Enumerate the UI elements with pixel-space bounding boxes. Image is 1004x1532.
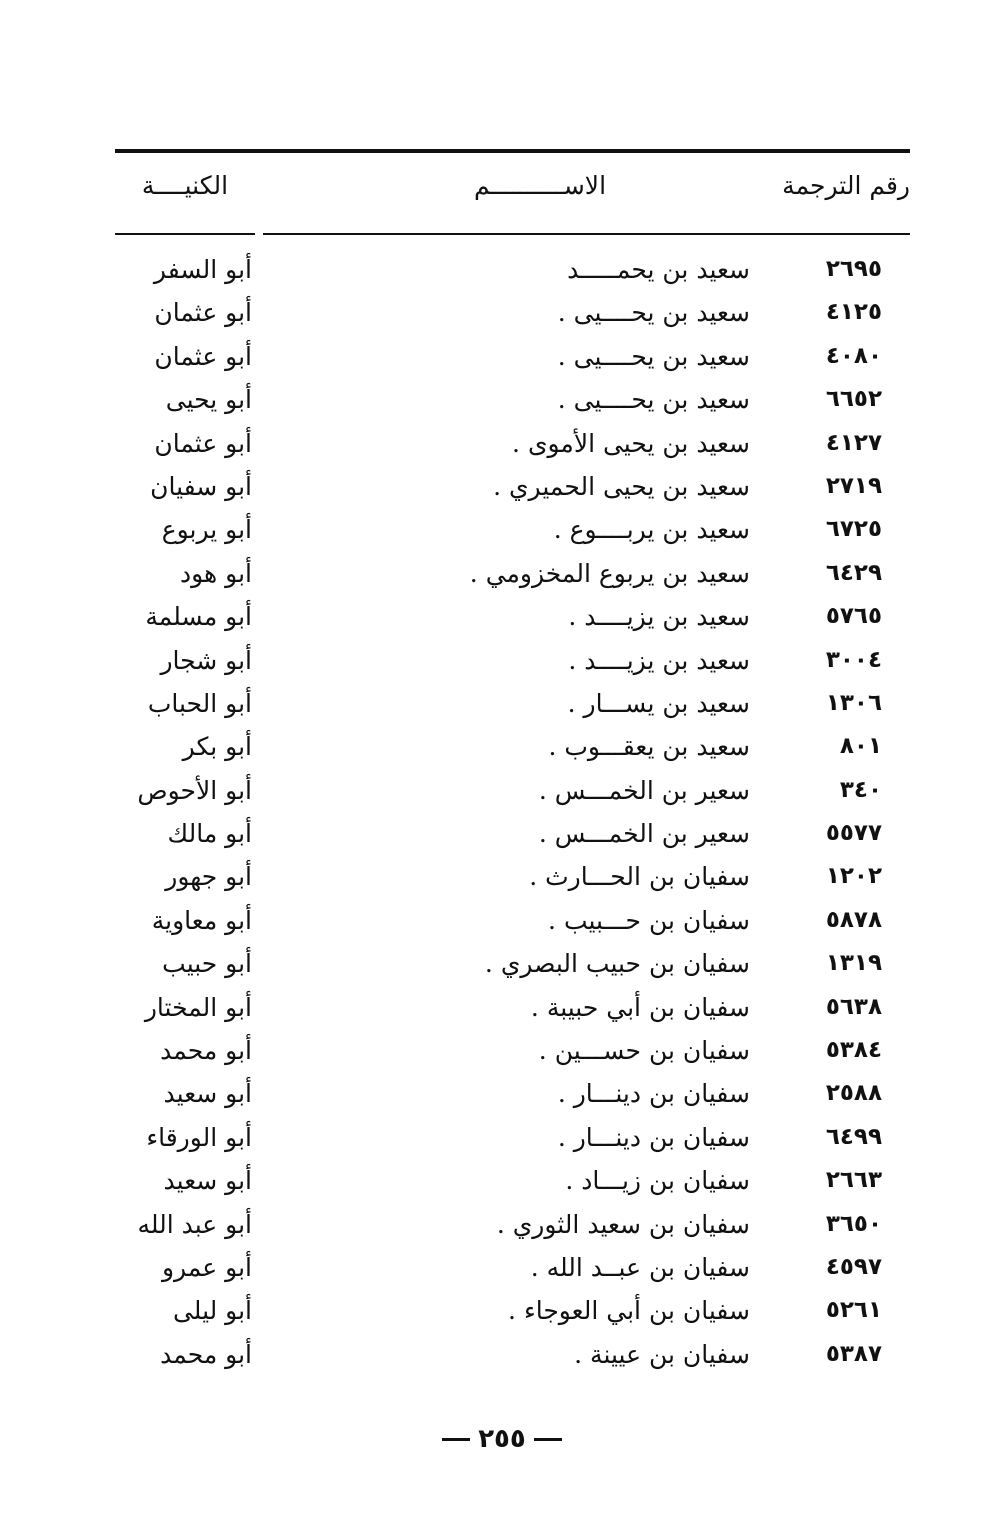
row-kunya: أبو المختار: [144, 992, 252, 1022]
row-name: سعيد بن يربــــوع .: [553, 515, 750, 545]
row-kunya: أبو جهور: [165, 862, 252, 892]
row-kunya: أبو سفيان: [150, 471, 252, 501]
row-kunya: أبو معاوية: [151, 905, 252, 935]
row-kunya: أبو مسلمة: [145, 602, 252, 632]
row-number: ٣٠٠٤: [825, 646, 882, 673]
table-row: [115, 378, 910, 421]
row-number: ٤٥٩٧: [825, 1253, 882, 1280]
row-name: سعيد بن يربوع المخزومي .: [469, 558, 750, 588]
table-body: [115, 248, 910, 1376]
row-number: ٥٨٧٨: [825, 906, 882, 933]
table-header: [115, 166, 910, 210]
row-number: ٥٥٧٧: [825, 820, 882, 847]
table-row: [115, 291, 910, 334]
row-kunya: أبو يحيى: [165, 385, 252, 415]
row-name: سعيد بن يحــــيى .: [557, 341, 750, 371]
row-name: سفيان بن حســـين .: [538, 1036, 750, 1066]
footer-dash-right: [534, 1438, 562, 1441]
row-number: ١٢٠٢: [825, 863, 882, 890]
header-name: الاســــــــــم: [473, 171, 607, 200]
table-row: [115, 725, 910, 768]
row-kunya: أبو ليلى: [172, 1296, 252, 1326]
row-number: ٣٦٥٠: [825, 1210, 882, 1237]
table-row: [115, 986, 910, 1029]
table-row: [115, 769, 910, 812]
table-row: [115, 1246, 910, 1289]
row-name: سفيان بن عيينة .: [574, 1339, 750, 1369]
row-kunya: أبو مالك: [167, 819, 252, 849]
table-row: [115, 639, 910, 682]
table-row: [115, 335, 910, 378]
table-row: [115, 1072, 910, 1115]
row-name: سفيان بن دينـــار .: [557, 1079, 750, 1109]
row-kunya: أبو السفر: [153, 255, 252, 284]
row-name: سعيد بن يحمـــــد: [567, 255, 750, 284]
row-number: ٣٤٠: [839, 776, 882, 803]
table-row: [115, 1029, 910, 1072]
row-kunya: أبو عثمان: [154, 298, 252, 328]
row-name: سفيان بن دينـــار .: [557, 1122, 750, 1152]
table-row: [115, 595, 910, 638]
row-name: سعيد بن يزيــــد .: [568, 645, 750, 675]
row-kunya: أبو عثمان: [154, 341, 252, 371]
row-number: ١٣١٩: [825, 950, 882, 977]
row-name: سعير بن الخمـــس .: [538, 775, 750, 805]
row-kunya: أبو الأحوص: [137, 775, 252, 805]
row-number: ٥٢٦١: [825, 1297, 882, 1324]
table-row: [115, 465, 910, 508]
row-name: سفيان بن حبيب البصري .: [484, 949, 750, 979]
row-name: سعيد بن يحيى الحميري .: [493, 471, 750, 501]
table-row: [115, 1116, 910, 1159]
header-rule-main: [263, 233, 910, 235]
row-number: ٢٧١٩: [825, 472, 882, 499]
row-name: سعيد بن يعقـــوب .: [548, 732, 750, 762]
header-kunya: الكنيــــة: [141, 171, 229, 200]
row-name: سفيان بن أبي حبيبة .: [530, 992, 750, 1022]
table-row: [115, 1289, 910, 1332]
row-name: سفيان بن سعيد الثوري .: [496, 1209, 750, 1239]
row-number: ٤٠٨٠: [825, 342, 882, 369]
row-kunya: أبو سعيد: [163, 1166, 252, 1196]
row-name: سفيان بن الحـــارث .: [529, 862, 750, 892]
row-name: سعيد بن يســـار .: [567, 688, 750, 718]
row-number: ٢٦٦٣: [825, 1167, 882, 1194]
row-number: ٦٤٢٩: [825, 559, 882, 586]
row-number: ٥٦٣٨: [825, 993, 882, 1020]
footer-dash-left: [442, 1438, 470, 1441]
row-kunya: أبو عثمان: [154, 428, 252, 458]
row-number: ٦٤٩٩: [825, 1123, 882, 1150]
row-name: سفيان بن عبــد الله .: [530, 1252, 750, 1282]
row-number: ٤١٢٧: [825, 429, 882, 456]
row-number: ٥٣٨٧: [825, 1340, 882, 1367]
table-row: [115, 508, 910, 551]
row-number: ١٣٠٦: [825, 689, 882, 716]
row-kunya: أبو سعيد: [163, 1079, 252, 1109]
row-kunya: أبو يربوع: [161, 515, 252, 545]
row-number: ٤١٢٥: [825, 299, 882, 326]
table-row: [115, 1333, 910, 1376]
table-row: [115, 942, 910, 985]
page-footer: [0, 1424, 1004, 1454]
table-row: [115, 899, 910, 942]
row-name: سفيان بن حـــبيب .: [548, 905, 750, 935]
row-kunya: أبو الورقاء: [146, 1122, 252, 1152]
row-kunya: أبو محمد: [160, 1036, 252, 1066]
row-kunya: أبو الحباب: [147, 688, 252, 718]
row-number: ٨٠١: [839, 733, 882, 760]
row-number: ٦٦٥٢: [825, 386, 882, 413]
row-kunya: أبو شجار: [160, 645, 252, 675]
row-kunya: أبو عبد الله: [137, 1209, 252, 1239]
table-row: [115, 552, 910, 595]
row-name: سعيد بن يحــــيى .: [557, 385, 750, 415]
header-rule-kunya: [115, 233, 255, 235]
row-number: ٢٦٩٥: [825, 256, 882, 282]
row-name: سعيد بن يحــــيى .: [557, 298, 750, 328]
table-row: [115, 1159, 910, 1202]
page-number: ٢٥٥: [478, 1424, 526, 1454]
table-row: [115, 1203, 910, 1246]
row-kunya: أبو حبيب: [162, 949, 252, 979]
row-kunya: أبو عمرو: [161, 1252, 252, 1282]
table-row: [115, 855, 910, 898]
row-kunya: أبو محمد: [160, 1339, 252, 1369]
row-name: سعيد بن يحيى الأموى .: [512, 428, 750, 458]
header-number: رقم الترجمة: [782, 171, 910, 200]
row-name: سفيان بن زيـــاد .: [565, 1166, 750, 1196]
row-number: ٥٧٦٥: [825, 603, 882, 630]
row-kunya: أبو بكر: [182, 732, 252, 762]
row-name: سعير بن الخمـــس .: [538, 819, 750, 849]
row-kunya: أبو هود: [180, 558, 252, 588]
row-number: ٦٧٢٥: [825, 516, 882, 543]
row-name: سعيد بن يزيــــد .: [568, 602, 750, 632]
table-row: [115, 682, 910, 725]
top-rule: [115, 149, 910, 153]
row-name: سفيان بن أبي العوجاء .: [508, 1296, 750, 1326]
table-row: [115, 812, 910, 855]
row-number: ٥٣٨٤: [825, 1037, 882, 1064]
table-row: [115, 248, 910, 291]
row-number: ٢٥٨٨: [825, 1080, 882, 1107]
table-row: [115, 422, 910, 465]
